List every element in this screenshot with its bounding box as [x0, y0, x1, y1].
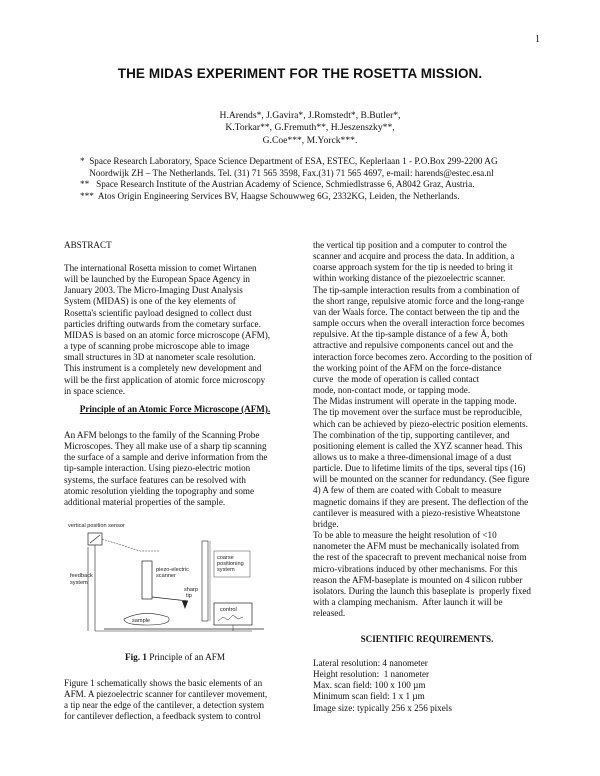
text-line: the working point of the AFM on the force-distance: [313, 362, 502, 373]
text-line: within working distance of the piezoelectric scanner.: [313, 273, 506, 284]
text-line: scanner and acquire and process the data. In addition, a: [313, 251, 515, 262]
text-line: a type of scanning probe microscope able to image: [64, 341, 250, 352]
text-line: will be mounted on the scanner for redundancy. (See figure: [313, 474, 530, 485]
text-line: interaction force becomes zero. According to the position of: [313, 351, 533, 362]
text-line: Microscopes. They all make use of a sharp tip scanning: [64, 441, 267, 452]
text-line: mode, non-contact mode, or tapping mode.: [313, 385, 471, 396]
text-line: will be launched by the European Space Agency in: [64, 274, 250, 285]
abstract-body: [64, 263, 286, 397]
text-line: Height resolution: 1 nanometer: [313, 669, 430, 680]
author-line: G.Coe***, M.Yorck***.: [262, 134, 358, 146]
text-line: The combination of the tip, supporting cantilever, and: [313, 429, 510, 440]
afm-diagram: [64, 521, 286, 649]
svg-text:scanner: scanner: [156, 573, 176, 579]
text-line: the surface of a sample and derive information from the: [64, 452, 268, 463]
affiliation-line: Noordwijk ZH – The Netherlands. Tel. (31) 71 565 3598, Fax.(31) 71 565 4697, e-mail: harends@estec.esa.nl: [80, 167, 494, 178]
figure-caption-text: Principle of an AFM: [146, 652, 226, 662]
text-line: positioning element is called the XYZ scanner head. This: [313, 440, 523, 451]
text-line: The Midas instrument will operate in the tapping mode.: [313, 396, 517, 407]
text-line: in space science.: [64, 385, 126, 396]
text-line: 4) A few of them are coated with Cobalt to measure: [313, 485, 502, 496]
label-feedback: feedback: [70, 573, 93, 579]
text-line: System (MIDAS) is one of the key elements of: [64, 296, 236, 307]
label-control: control: [220, 607, 237, 613]
text-line: January 2003. The Micro-Imaging Dust Analysis: [64, 285, 243, 296]
text-line: magnetic domains if they are present. The deflection of the: [313, 496, 529, 507]
text-line: MIDAS is based on an atomic force microscope (AFM),: [64, 329, 271, 340]
figure-caption: [64, 652, 286, 662]
text-line: AFM. A piezoelectric scanner for cantilever movement,: [64, 689, 268, 700]
text-line: Figure 1 schematically shows the basic elements of an: [64, 678, 263, 688]
text-line: Minimum scan field: 1 x 1 µm: [313, 691, 425, 702]
text-line: for cantilever deflection, a feedback system to control: [64, 711, 261, 722]
svg-text:positioning: positioning: [217, 561, 244, 567]
text-line: attractive and repulsive components cancel out and the: [313, 340, 513, 351]
text-line: systems, the surface features can be resolved with: [64, 474, 246, 485]
abstract-heading: ABSTRACT: [64, 240, 112, 250]
text-line: reason the AFM-baseplate is mounted on 4 silicon rubber: [313, 574, 523, 585]
text-line: nanometer the AFM must be mechanically isolated from: [313, 541, 520, 552]
text-line: particle. Due to lifetime limits of the tips, several tips (16): [313, 463, 526, 474]
svg-text:system: system: [70, 580, 88, 586]
text-line: Max. scan field: 100 x 100 µm: [313, 680, 426, 691]
text-line: small structures in 3D at nanometer scale resolution.: [64, 352, 256, 363]
principle-heading: Principle of an Atomic Force Microscope (AFM).: [79, 404, 271, 414]
text-line: The international Rosetta mission to comet Wirtanen: [64, 263, 257, 273]
text-line: allows us to make a three-dimensional image of a dust: [313, 451, 512, 462]
text-line: with a clamping mechanism. After launch it will be: [313, 597, 503, 607]
text-line: To be able to measure the height resolution of <10: [313, 530, 497, 541]
after-figure-body: [64, 678, 286, 723]
affiliation-line: * Space Research Laboratory, Space Science Department of ESA, ESTEC, Keplerlaan 1 - P.O.Box 299-2200 AG: [80, 156, 498, 166]
affiliation-line: *** Atos Origin Engineering Services BV, Haagse Schouwweg 6G, 2332KG, Leiden, the Netherlands.: [80, 190, 460, 201]
text-line: coarse approach system for the tip is needed to bring it: [313, 262, 513, 273]
author-list: [150, 110, 470, 147]
text-line: repulsive. At the tip-sample distance of a few Å, both: [313, 329, 508, 340]
text-line: particles drifting outwards from the cometary surface.: [64, 318, 261, 329]
requirements-list: [313, 658, 541, 714]
text-line: Image size: typically 256 x 256 pixels: [313, 702, 452, 713]
text-line: atomic resolution yielding the topography and some: [64, 485, 255, 496]
text-line: the rest of the spacecraft to prevent mechanical noise from: [313, 552, 527, 563]
page-number: 1: [535, 34, 540, 45]
label-sample: sample: [132, 618, 151, 624]
text-line: An AFM belongs to the family of the Scanning Probe: [64, 430, 260, 440]
author-line: K.Torkar**, G.Fremuth**, H.Jeszenszky**,: [225, 122, 395, 134]
text-line: The tip movement over the surface must be reproducible,: [313, 407, 523, 418]
svg-text:tip: tip: [186, 593, 192, 599]
text-line: which can be achieved by piezo-electric position elements.: [313, 418, 528, 429]
principle-body: [64, 430, 286, 508]
text-line: cantilever is measured with a piezo-resistive Wheatstone: [313, 507, 521, 518]
text-line: will be the first application of atomic force microscopy: [64, 374, 266, 385]
text-line: released.: [313, 608, 346, 619]
affiliation-line: ** Space Research Institute of the Austrian Academy of Science, Schmiedlstrasse 6, A8042 Graz, Austria.: [80, 179, 475, 190]
text-line: Lateral resolution: 4 nanometer: [313, 658, 428, 668]
requirements-heading: SCIENTIFIC REQUIREMENTS.: [360, 634, 494, 644]
text-line: a tip near the edge of the cantilever, a detection system: [64, 700, 265, 711]
text-line: van der Waals force. The contact between the tip and the: [313, 306, 520, 317]
text-line: bridge.: [313, 518, 339, 529]
text-line: additional material properties of the sample.: [64, 496, 226, 507]
text-line: Rosetta's scientific payload designed to collect dust: [64, 307, 252, 318]
label-sensor: vertical position sensor: [68, 523, 125, 529]
text-line: This instrument is a completely new development and: [64, 363, 262, 374]
label-piezo: piezo-electric: [156, 567, 189, 573]
text-line: micro-vibrations induced by other mechanisms. For this: [313, 563, 518, 574]
affiliations: [80, 156, 560, 202]
figure-caption-label: Fig. 1: [124, 652, 147, 662]
text-line: curve the mode of operation is called contact: [313, 373, 480, 384]
text-line: the vertical tip position and a computer to control the: [313, 240, 507, 250]
label-tip: sharp: [184, 587, 198, 593]
text-line: tip-sample interaction. Using piezo-electric motion: [64, 463, 251, 474]
paper-title: THE MIDAS EXPERIMENT FOR THE ROSETTA MISSION.: [117, 66, 483, 81]
text-line: sample occurs when the overall interaction force becomes: [313, 318, 525, 329]
svg-text:system: system: [217, 567, 235, 573]
text-line: the short range, repulsive atomic force and the long-range: [313, 295, 525, 306]
author-line: H.Arends*, J.Gavira*, J.Romstedt*, B.Butler*,: [219, 110, 401, 121]
text-line: isolators. During the launch this baseplate is properly fixed: [313, 585, 531, 596]
label-coarse: coarse: [217, 555, 234, 561]
right-body: [313, 240, 541, 619]
text-line: The tip-sample interaction results from a combination of: [313, 284, 520, 295]
